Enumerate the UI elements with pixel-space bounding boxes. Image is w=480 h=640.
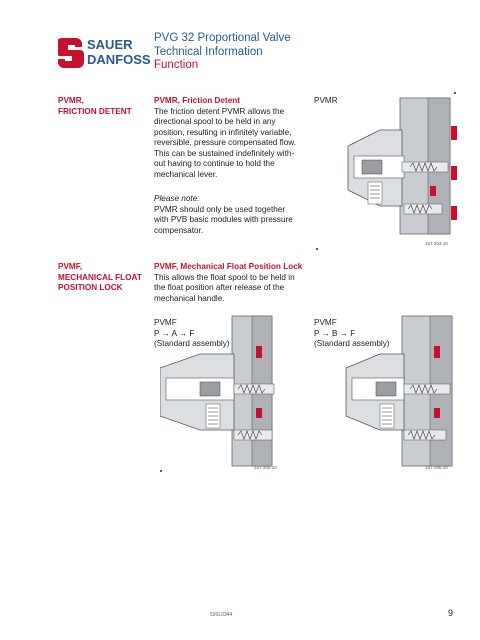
pvmr-note-line: PVMR should only be used together: [154, 204, 286, 214]
logo-text-line1: SAUER: [87, 37, 133, 52]
header-subtitle: Technical Information: [154, 45, 263, 58]
document-code: 520L0344: [210, 612, 233, 618]
decorative-dot: [454, 92, 456, 94]
pvmr-figure-code: 157-204.10: [425, 241, 448, 246]
pvmf-right-flow: P → B → F: [314, 328, 356, 338]
page-number: 9: [448, 608, 454, 618]
pvmf-heading: PVMF, Mechanical Float Position Lock: [154, 262, 303, 271]
sauer-danfoss-logo: [58, 32, 150, 72]
pvmf-left-figure: [160, 312, 280, 477]
header-section: Function: [154, 59, 199, 71]
pvmr-heading: PVMR, Friction Detent: [154, 96, 240, 105]
pvmr-para-line: position, resulting in infinitely variable,: [154, 127, 292, 137]
logo-text-line2: DANFOSS: [87, 52, 150, 67]
pvmr-side-label-line1: PVMR,: [58, 96, 84, 105]
pvmr-para-line: The friction detent PVMR allows the: [154, 106, 285, 116]
pvmr-side-label: [58, 96, 132, 117]
pvmf-side-label-line1: PVMF,: [58, 262, 83, 271]
header-title: PVG 32 Proportional Valve: [154, 32, 291, 44]
pvmr-figure-label: PVMR: [314, 96, 338, 105]
pvmr-text-block: [154, 96, 304, 236]
pvmf-right-figure: [340, 312, 465, 477]
pvmr-para-line: reversible, pressure compensated flow.: [154, 138, 296, 147]
pvmf-para-line: This allows the float spool to be held in: [154, 272, 295, 282]
pvmf-side-label-line3: POSITION LOCK: [58, 283, 123, 292]
pvmf-right-valve-diagram: [340, 312, 465, 477]
pvmf-text-block: [154, 262, 319, 304]
pvmf-side-label: [58, 262, 142, 294]
pvmr-valve-diagram: [340, 96, 465, 246]
pvmf-left-figure-code: 157-205.10: [254, 465, 277, 470]
decorative-dot: [316, 248, 318, 250]
pvmf-side-label-line2: MECHANICAL FLOAT: [58, 272, 142, 282]
pvmr-figure: [340, 96, 465, 246]
pvmf-para-line: the float position after release of the: [154, 283, 285, 292]
logo-mark: [58, 32, 150, 72]
pvmr-para-line: mechanical lever.: [154, 169, 218, 179]
pvmr-para-line: directional spool to be held in any: [154, 117, 276, 126]
pvmr-para-line: out having to continue to hold the: [154, 159, 275, 168]
pvmr-para-line: This can be sustained indefinitely with-: [154, 148, 295, 158]
decorative-dot: [160, 470, 162, 472]
pvmr-note-line: with PVB basic modules with pressure: [154, 215, 293, 224]
pvmf-right-figure-code: 157-206.10: [425, 465, 448, 470]
pvmr-note-label: Please note:: [154, 194, 200, 203]
pvmf-left-valve-diagram: [160, 312, 280, 477]
pvmf-right-title: PVMF: [314, 318, 337, 327]
pvmf-left-assembly: (Standard assembly): [154, 339, 230, 348]
pvmr-note-line: compensator.: [154, 225, 204, 235]
pvmf-para-line: mechanical handle.: [154, 293, 225, 303]
pvmf-left-title: PVMF: [154, 318, 177, 327]
pvmr-side-label-line2: FRICTION DETENT: [58, 106, 132, 116]
document-header: [154, 32, 291, 73]
pvmf-right-assembly: (Standard assembly): [314, 339, 390, 348]
pvmf-left-flow: P → A → F: [154, 328, 195, 338]
